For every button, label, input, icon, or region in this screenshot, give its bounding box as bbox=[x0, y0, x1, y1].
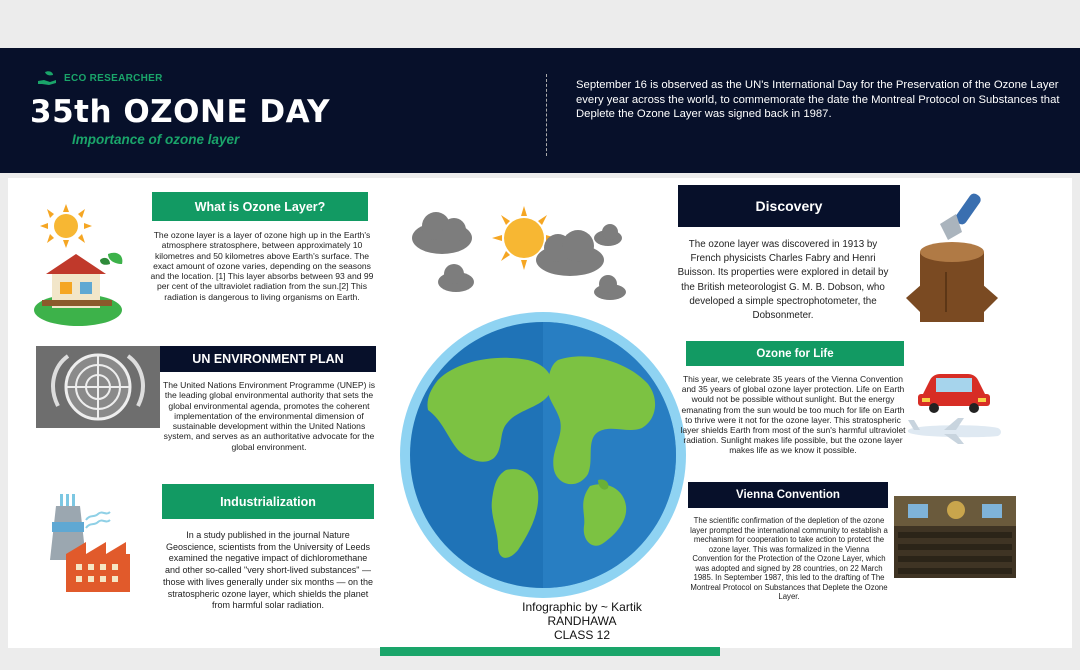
industrialization-text: In a study published in the journal Nature Geoscience, scientists from the University of Leeds examined the negative impact of dichloromethane and other so-called "very short-lived substances" — those with lives generally under six months — on the stratospheric ozone layer, which shields the planet from harmful solar radiation. bbox=[162, 530, 374, 611]
airplane-icon bbox=[904, 418, 1004, 444]
brand-name: ECO RESEARCHER bbox=[64, 72, 163, 84]
ozone-for-life-heading: Ozone for Life bbox=[686, 341, 904, 366]
house-icon bbox=[32, 248, 128, 328]
header-divider bbox=[546, 74, 547, 156]
what-is-ozone-heading: What is Ozone Layer? bbox=[152, 192, 368, 221]
vienna-convention-text: The scientific confirmation of the depletion of the ozone layer prompted the international community to establish a mechanism for cooperation to take action to protect the ozone layer. This was formalized in the Vienna Convention for the Protection of the Ozone Layer, which was adopted and signed by 28 countries, on 22 March 1985. In September 1987, this led to the drafting of The Montreal Protocol on Substances that Deplete the Ozone Layer. bbox=[690, 516, 888, 601]
earth-globe-icon bbox=[398, 310, 688, 600]
page-subtitle: Importance of ozone layer bbox=[72, 132, 240, 147]
sun-clouds-icon bbox=[406, 206, 636, 300]
un-environment-heading: UN ENVIRONMENT PLAN bbox=[160, 346, 376, 372]
discovery-text: The ozone layer was discovered in 1913 by French physicists Charles Fabry and Henri Buisson. Its properties were explored in detail by the British meteorologist G. M. B. Dobson, who developed a simple spectrophotometer, the Dobsonmeter. bbox=[677, 239, 889, 322]
un-emblem-icon bbox=[36, 346, 160, 428]
hand-leaf-icon bbox=[36, 70, 58, 86]
page-title: 35th OZONE DAY bbox=[30, 94, 331, 130]
industrialization-heading: Industrialization bbox=[162, 484, 374, 519]
content-panel bbox=[8, 178, 1072, 648]
credit-author: Infographic by ~ Kartik bbox=[522, 600, 642, 614]
factory-icon bbox=[46, 494, 132, 592]
what-is-ozone-text: The ozone layer is a layer of ozone high up in the Earth's atmosphere stratosphere, between approximately 10 kilometres and 50 kilometres above Earth's surface. The exact amount of ozone varies, depending on the seasons and the location. [1] This layer absorbs between 93 and 99 per cent of the ultraviolet radiation from the sun.[2] This radiation is dangerous to living organisms on Earth. bbox=[150, 230, 374, 302]
un-environment-text: The United Nations Environment Programme (UNEP) is the leading global environmental authority that sets the global environmental agenda, promotes the coherent implementation of the environmental dimension of sustainable development within the United Nations system, and serves as an authoritative advocate for the global environment. bbox=[162, 380, 376, 452]
sun-icon bbox=[36, 204, 96, 248]
header-banner bbox=[0, 48, 1080, 173]
credit-class: CLASS 12 bbox=[553, 628, 611, 642]
vienna-convention-heading: Vienna Convention bbox=[688, 482, 888, 508]
credit-name: RANDHAWA bbox=[547, 614, 617, 628]
bottom-accent-bar bbox=[380, 647, 720, 656]
header-description: September 16 is observed as the UN's International Day for the Preservation of the Ozone Layer every year across the world, to commemorate the date the Montreal Protocol on Substances that Deplete the Ozone Layer was signed back in 1987. bbox=[576, 79, 1060, 120]
axe-stump-icon bbox=[900, 188, 1000, 328]
ozone-for-life-text: This year, we celebrate 35 years of the Vienna Convention and 35 years of global ozone layer protection. Life on Earth would not be possible without sunlight. But the energy emanating from the sun would be too much for life on Earth to thrive were it not for the ozone layer. This stratospheric layer shields Earth from most of the sun's harmful ultraviolet radiation. Sunlight makes life possible, but the ozone layer makes life as we know it possible. bbox=[680, 374, 906, 456]
discovery-heading: Discovery bbox=[678, 185, 900, 227]
un-assembly-photo bbox=[894, 496, 1016, 578]
credit-block bbox=[492, 600, 672, 642]
brand bbox=[36, 70, 163, 86]
car-icon bbox=[916, 370, 992, 414]
